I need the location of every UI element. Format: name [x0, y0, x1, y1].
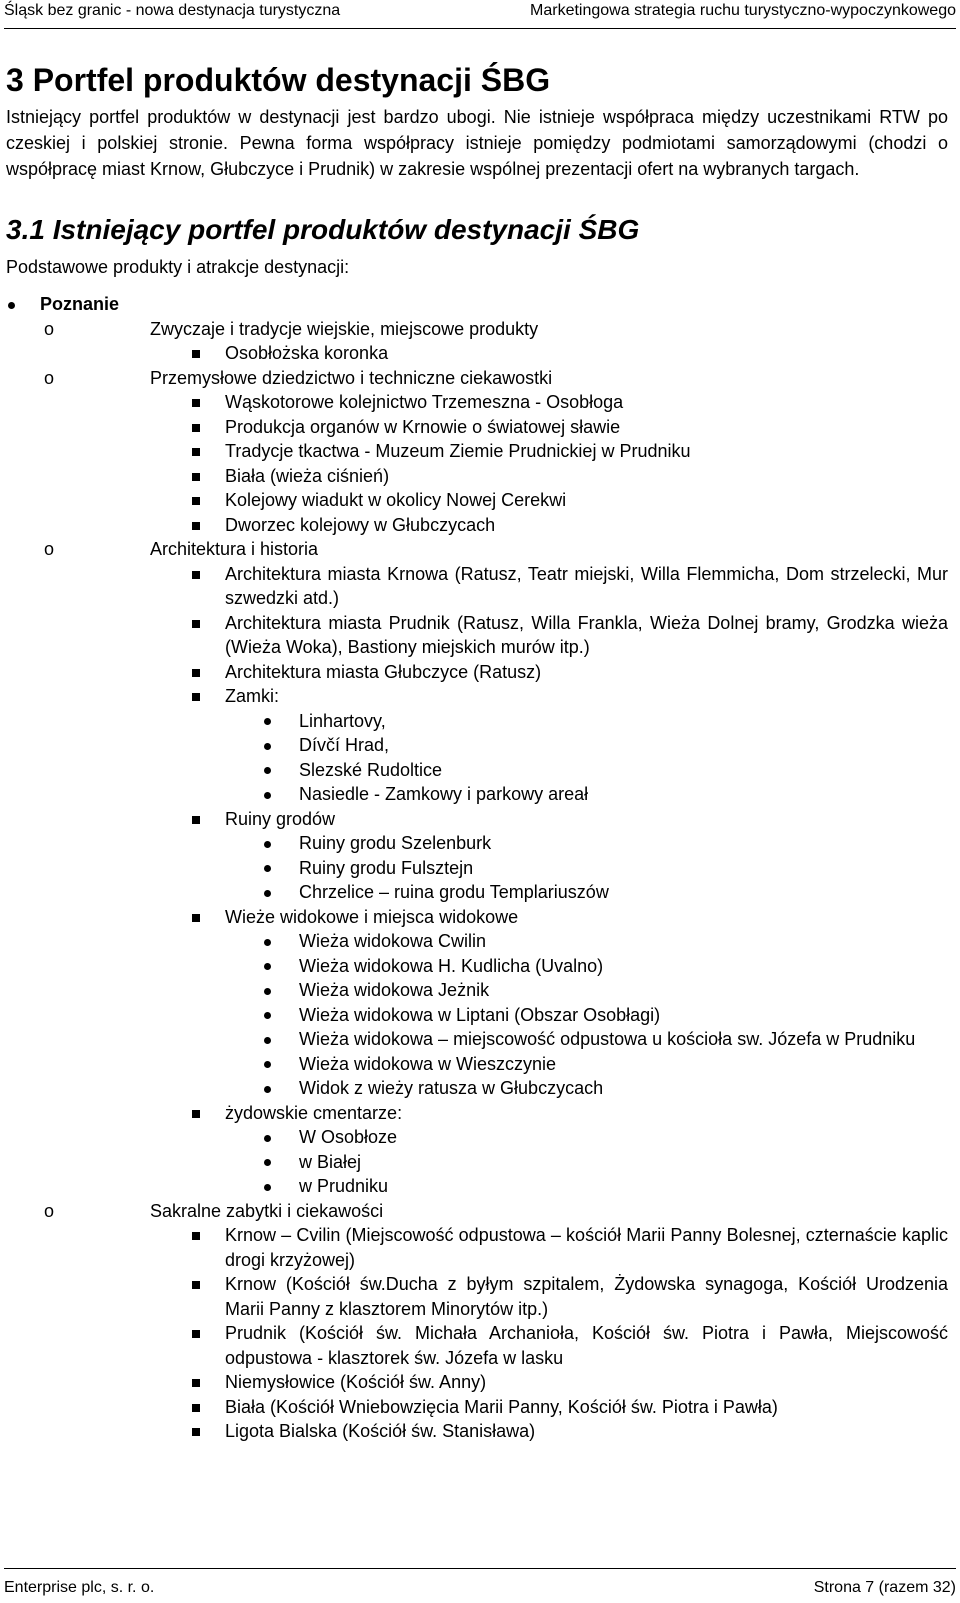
list-item — [6, 1027, 948, 1052]
square-bullet-icon — [188, 1321, 225, 1370]
list-item-text: Przemysłowe dziedzictwo i techniczne ciekawostki — [150, 367, 553, 388]
list-item-text: Ligota Bialska (Kościół św. Stanisława) — [225, 1421, 536, 1441]
round-bullet-icon — [260, 709, 299, 734]
list-item — [6, 1272, 948, 1321]
list-item-text: Wąskotorowe kolejnictwo Trzemeszna - Osobłoga — [225, 392, 624, 412]
list-item — [6, 954, 948, 979]
square-bullet-icon — [188, 807, 225, 832]
list-item-text: Osobłożska koronka — [225, 343, 389, 363]
round-bullet-icon — [260, 733, 299, 758]
list-item-text: Ruiny grodu Fulsztejn — [299, 857, 474, 878]
square-bullet-icon — [188, 1419, 225, 1444]
list-item — [6, 562, 948, 611]
list-item-text: Ruiny grodów — [225, 808, 336, 829]
square-bullet-icon — [188, 1223, 225, 1272]
list-marker: o — [44, 367, 55, 388]
list-item-text: Sakralne zabytki i ciekawości — [150, 1200, 384, 1221]
square-bullet-icon — [188, 562, 225, 611]
list-item-text: Produkcja organów w Krnowie o światowej sławie — [225, 416, 621, 437]
list-item-text: w Prudniku — [299, 1176, 389, 1196]
round-bullet-icon — [260, 978, 299, 1003]
list-item-text: Widok z wieży ratusza w Głubczycach — [299, 1078, 604, 1098]
list-item-text: Zamki: — [225, 686, 279, 706]
list-item-text: Chrzelice – ruina grodu Templariuszów — [299, 882, 609, 902]
list-item-text: Wieża widokowa Cwilin — [299, 931, 487, 951]
square-bullet-icon — [188, 415, 225, 440]
square-bullet-icon — [188, 464, 225, 489]
list-intro: Podstawowe produkty i atrakcje destynacji: — [6, 257, 350, 277]
list-item-text: Dívčí Hrad, — [299, 735, 390, 755]
list-item-text: Niemysłowice (Kościół św. Anny) — [225, 1372, 487, 1392]
list-item — [6, 317, 948, 342]
list-item-text: żydowskie cmentarze: — [225, 1102, 403, 1123]
list-item — [6, 880, 948, 905]
list-item — [6, 1370, 948, 1395]
round-bullet-icon — [260, 1052, 299, 1077]
square-bullet-icon — [188, 611, 225, 660]
list-item-text: Linhartovy, — [299, 710, 386, 731]
round-bullet-icon — [260, 831, 299, 856]
list-item-text: Poznanie — [40, 294, 120, 314]
square-bullet-icon — [188, 660, 225, 685]
round-bullet-icon — [260, 1150, 299, 1175]
square-bullet-icon — [188, 1395, 225, 1420]
list-item — [6, 758, 948, 783]
square-bullet-icon — [188, 1101, 225, 1126]
list-item-text: Wieża widokowa w Wieszczynie — [299, 1053, 557, 1074]
page-header — [4, 0, 956, 29]
page-content — [6, 56, 948, 1444]
list-item — [6, 1125, 948, 1150]
list-item — [6, 905, 948, 930]
list-item — [6, 366, 948, 391]
list-item — [6, 831, 948, 856]
square-bullet-icon — [188, 513, 225, 538]
list-item — [6, 856, 948, 881]
section-title: 3.1 Istniejący portfel produktów destynacji ŚBG — [6, 214, 640, 245]
chapter-title: 3 Portfel produktów destynacji ŚBG — [6, 62, 551, 98]
list-item — [6, 684, 948, 709]
list-item-text: Wieża widokowa – miejscowość odpustowa u kościoła sw. Józefa w Prudniku — [299, 1029, 916, 1049]
square-bullet-icon — [188, 390, 225, 415]
round-bullet-icon — [260, 954, 299, 979]
list-item — [6, 1003, 948, 1028]
list-item-text: Prudnik (Kościół św. Michała Archanioła, Kościół św. Piotra i Pawła, Miejscowość odpustowa - klasztorek św. Józefa w lasku — [225, 1323, 948, 1368]
list-item-text: Wieże widokowe i miejsca widokowe — [225, 906, 519, 927]
list-item-text: Biała (wieża ciśnień) — [225, 465, 390, 486]
round-bullet-icon — [260, 880, 299, 905]
list-item — [6, 611, 948, 660]
square-bullet-icon — [188, 1370, 225, 1395]
round-bullet-icon — [260, 1076, 299, 1101]
square-bullet-icon — [188, 341, 225, 366]
list-item-text: Slezské Rudoltice — [299, 759, 443, 780]
product-list — [6, 292, 948, 1444]
square-bullet-icon — [188, 488, 225, 513]
round-bullet-icon — [260, 856, 299, 881]
list-item — [6, 1150, 948, 1175]
list-item-text: Biała (Kościół Wniebowzięcia Marii Panny, Kościół św. Piotra i Pawła) — [225, 1396, 778, 1417]
list-item — [6, 439, 948, 464]
square-bullet-icon — [188, 684, 225, 709]
list-item-text: Wieża widokowa Jeżnik — [299, 980, 490, 1000]
list-item-text: Kolejowy wiadukt w okolicy Nowej Cerekwi — [225, 490, 567, 510]
list-item-text: Dworzec kolejowy w Głubczycach — [225, 514, 496, 535]
round-bullet-icon — [260, 1125, 299, 1150]
list-item — [6, 929, 948, 954]
round-bullet-icon — [260, 1027, 299, 1052]
list-marker: o — [44, 318, 55, 339]
list-item — [6, 807, 948, 832]
square-bullet-icon — [188, 1272, 225, 1321]
list-marker: o — [44, 1200, 55, 1221]
footer-page-number: Strona 7 (razem 32) — [813, 1579, 956, 1596]
list-item-text: Architektura miasta Krnowa (Ratusz, Teatr miejski, Willa Flemmicha, Dom strzelecki, Mur szwedzki atd.) — [225, 563, 948, 608]
list-item — [6, 709, 948, 734]
list-item-text: Zwyczaje i tradycje wiejskie, miejscowe produkty — [150, 318, 539, 339]
list-item — [6, 782, 948, 807]
list-item — [6, 1321, 948, 1370]
list-item — [6, 488, 948, 513]
header-right-title: Marketingowa strategia ruchu turystyczno-wypoczynkowego — [530, 2, 956, 19]
list-item — [6, 1419, 948, 1444]
list-item — [6, 390, 948, 415]
list-item — [6, 513, 948, 538]
list-item — [6, 1395, 948, 1420]
list-item-text: Ruiny grodu Szelenburk — [299, 833, 492, 853]
list-item — [6, 1174, 948, 1199]
round-bullet-icon — [260, 758, 299, 783]
list-item — [6, 1101, 948, 1126]
list-item-text: Architektura miasta Głubczyce (Ratusz) — [225, 661, 542, 682]
list-item — [6, 1199, 948, 1224]
list-item — [6, 1223, 948, 1272]
list-item — [6, 1052, 948, 1077]
list-item — [6, 292, 948, 317]
list-item-text: Architektura miasta Prudnik (Ratusz, Willa Frankla, Wieża Dolnej bramy, Grodzka wieża (Wieża Woka), Bastiony miejskich murów itp.) — [225, 612, 948, 657]
list-item — [6, 341, 948, 366]
round-bullet-icon — [260, 782, 299, 807]
list-item-text: Wieża widokowa w Liptani (Obszar Osobłagi) — [299, 1004, 661, 1025]
round-bullet-icon — [260, 1174, 299, 1199]
list-item-text: Krnow (Kościół św.Ducha z byłym szpitalem, Żydowska synagoga, Kościół Urodzenia Marii Panny z klasztorem Minorytów itp.) — [225, 1274, 948, 1319]
list-item — [6, 660, 948, 685]
list-item — [6, 537, 948, 562]
list-item-text: Wieża widokowa H. Kudlicha (Uvalno) — [299, 955, 604, 976]
round-bullet-icon — [6, 292, 40, 317]
list-item — [6, 1076, 948, 1101]
header-left-title: Śląsk bez granic - nowa destynacja turystyczna — [4, 2, 341, 19]
list-item-text: Krnow – Cvilin (Miejscowość odpustowa – kościół Marii Panny Bolesnej, czternaście kaplic drogi krzyżowej) — [225, 1225, 948, 1270]
intro-paragraph: Istniejący portfel produktów w destynacji jest bardzo ubogi. Nie istnieje współpraca między uczestnikami RTW po czeskiej i polskiej stronie. Pewna forma współpracy istnieje pomiędzy podmiotami samorządowymi (chodzi o współpracę miast Krnow, Głubczyce i Prudnik) w zakresie wspólnej prezentacji ofert na wybranych targach. — [6, 107, 948, 179]
list-item-text: W Osobłoze — [299, 1127, 398, 1147]
list-item-text: Tradycje tkactwa - Muzeum Ziemie Prudnickiej w Prudniku — [225, 441, 691, 461]
list-item-text: w Białej — [299, 1151, 362, 1172]
page-footer — [4, 1568, 956, 1599]
round-bullet-icon — [260, 1003, 299, 1028]
round-bullet-icon — [260, 929, 299, 954]
list-item — [6, 733, 948, 758]
list-item-text: Nasiedle - Zamkowy i parkowy areał — [299, 784, 589, 804]
list-marker: o — [44, 539, 55, 559]
list-item — [6, 464, 948, 489]
list-item-text: Architektura i historia — [150, 539, 319, 559]
square-bullet-icon — [188, 439, 225, 464]
list-item — [6, 415, 948, 440]
square-bullet-icon — [188, 905, 225, 930]
list-item — [6, 978, 948, 1003]
footer-company: Enterprise plc, s. r. o. — [4, 1579, 155, 1596]
